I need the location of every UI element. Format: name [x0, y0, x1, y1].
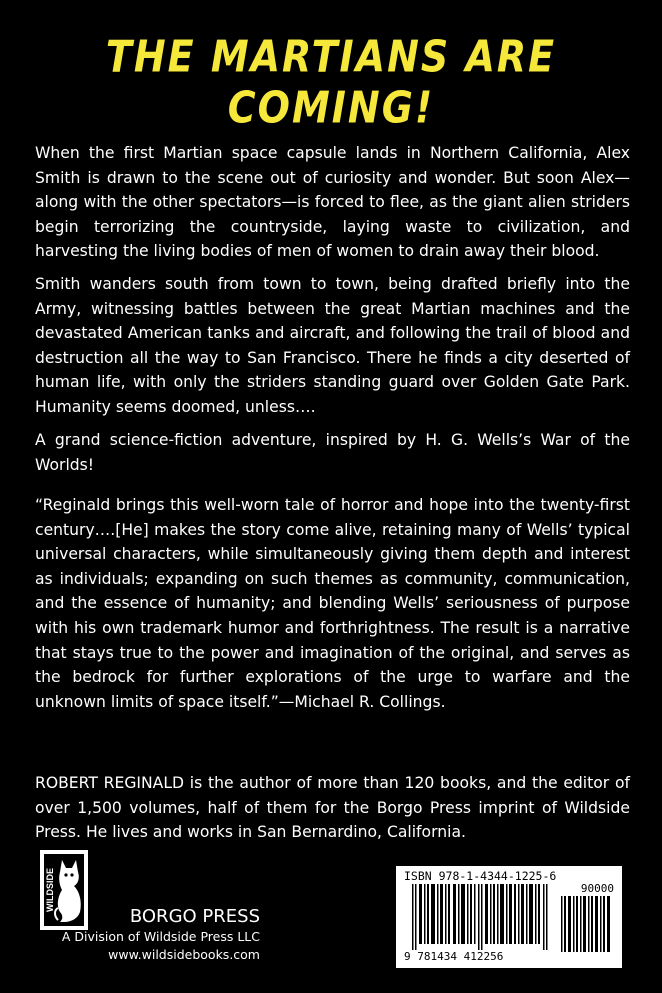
publisher-url: www.wildsidebooks.com: [108, 947, 260, 962]
publisher-block: [40, 906, 260, 964]
synopsis-paragraph-2: Smith wanders south from town to town, being drafted briefly into the Army, witnessing battles between the great Martian machines and the devastated American tanks and aircraft, and following the trail of blood and destruction all the way to San Francisco. There he finds a city deserted of human life, with only the striders standing guard over Golden Gate Park. Humanity seems doomed, unless….: [35, 275, 630, 416]
cover-title: THE MARTIANS ARE COMING!: [105, 31, 557, 133]
publisher-division: A Division of Wildside Press LLC: [61, 929, 260, 944]
isbn-label: ISBN 978-1-4344-1225-6: [404, 869, 557, 883]
tagline-paragraph: A grand science-fiction adventure, inspired by H. G. Wells’s War of the Worlds!: [35, 431, 630, 474]
barcode-digits: 9 781434 412256: [404, 950, 504, 963]
isbn-barcode: [396, 866, 622, 968]
synopsis-paragraph-1: When the first Martian space capsule lands in Northern California, Alex Smith is drawn to the scene out of curiosity and wonder. But soon Alex—along with the other spectators—is forced to flee, as the giant alien striders begin terrorizing the countryside, laying waste to civilization, and harvesting the living bodies of men of women to drain away their blood.: [35, 144, 630, 261]
ean-barcode-bars: [412, 884, 552, 950]
author-bio: ROBERT REGINALD is the author of more than 120 books, and the editor of over 1,500 volumes, half of them for the Borgo Press imprint of Wildside Press. He lives and works in San Bernardino, California.: [35, 774, 630, 842]
logo-wordmark: WILDSIDE: [45, 868, 55, 912]
price-code: 90000: [580, 882, 614, 895]
publisher-name: BORGO PRESS: [129, 906, 260, 927]
price-addon-bars: [561, 896, 613, 952]
review-quote: “Reginald brings this well-worn tale of horror and hope into the twenty-first century….[He] makes the story come alive, retaining many of Wells’ typical universal characters, while simultaneously giving them depth and interest as individuals; expanding on such themes as community, communication, and the essence of humanity; and blending Wells’ seriousness of purpose with his own trademark humor and forthrightness. The result is a narrative that stays true to the power and imagination of the original, and serves as the bedrock for further explorations of the urge to warfare and the unknown limits of space itself.”—Michael R. Collings.: [35, 496, 630, 711]
